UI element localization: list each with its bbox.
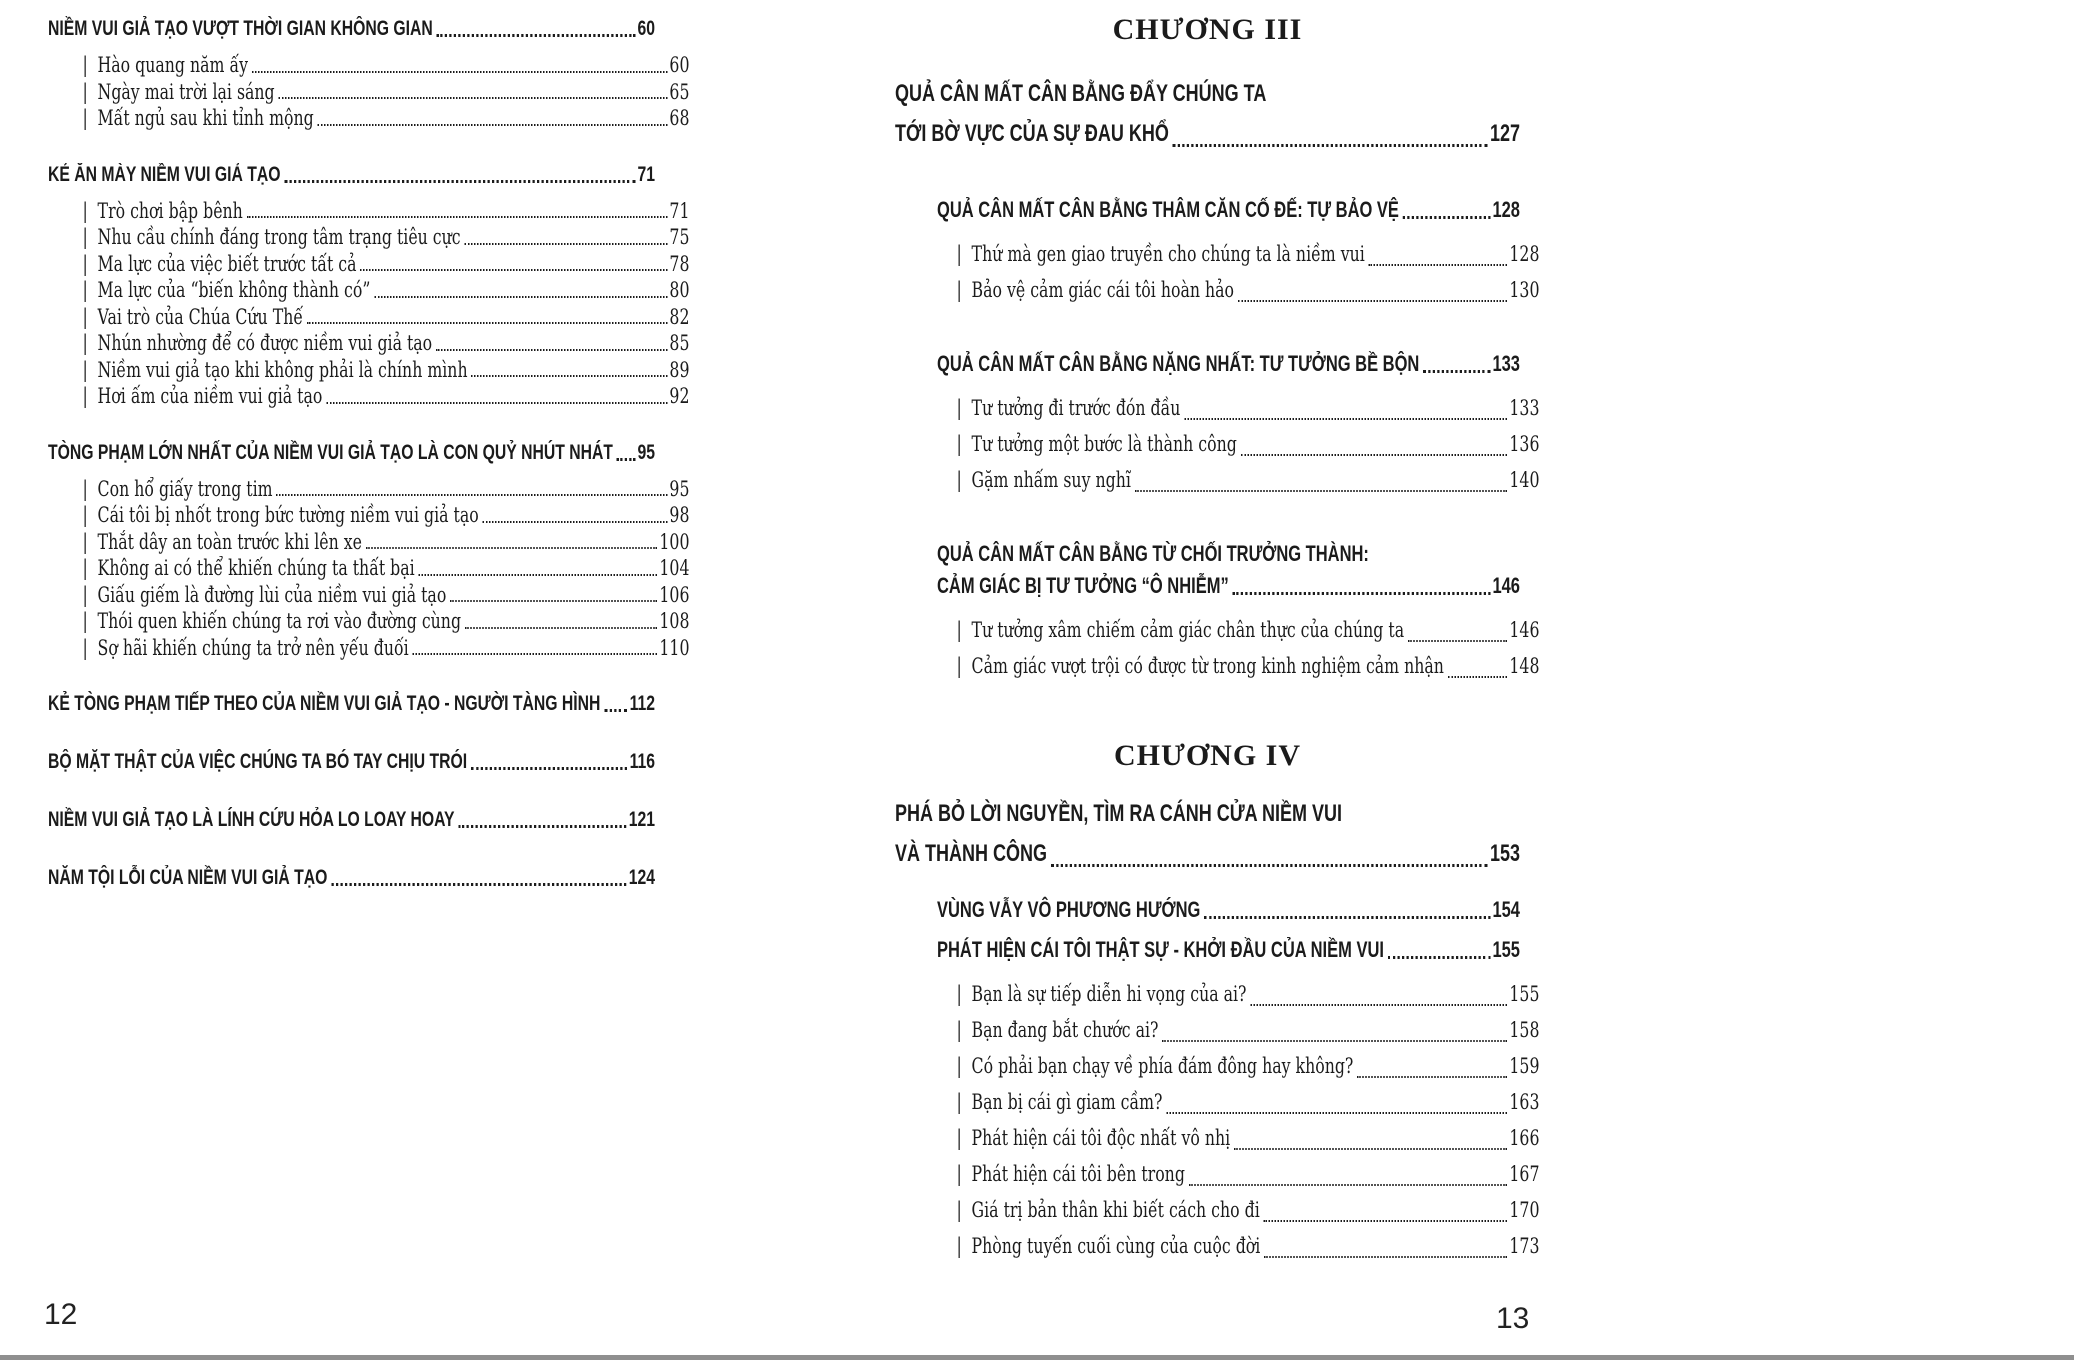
toc-item-row (48, 79, 689, 106)
toc-item-row (48, 105, 689, 132)
dot-leader (1166, 1112, 1507, 1114)
page-ref: 106 (659, 582, 690, 607)
dot-leader (465, 627, 657, 629)
toc-section (48, 863, 655, 893)
dot-leader (1173, 144, 1488, 147)
dot-leader (604, 709, 627, 712)
toc-item-label: Mất ngủ sau khi tỉnh mộng (97, 106, 314, 130)
toc-item-label: Tư tưởng đi trước đón đầu (971, 396, 1181, 420)
toc-item-row (937, 1012, 1539, 1048)
toc-item-row (48, 330, 689, 357)
chapter-heading (895, 74, 1520, 154)
page-ref: 163 (1509, 1090, 1540, 1114)
dot-leader (1448, 676, 1507, 678)
chapter-heading-row (895, 74, 1520, 114)
toc-item-row (48, 476, 689, 503)
item-bar-glyph: | (82, 503, 88, 527)
item-bar-glyph: | (956, 1018, 962, 1042)
toc-item-label: Thắt dây an toàn trước khi lên xe (97, 529, 362, 554)
chapter-heading-line: TỚI BỜ VỰC CỦA SỰ ĐAU KHỔ (895, 120, 1169, 147)
toc-item-row (937, 1120, 1539, 1156)
toc-item-label: Giá trị bản thân khi biết cách cho đi (971, 1198, 1260, 1222)
toc-item-label: Tư tưởng xâm chiếm cảm giác chân thực của chúng ta (971, 618, 1405, 642)
toc-item-label: Phát hiện cái tôi độc nhất vô nhị (971, 1126, 1231, 1150)
toc-section (48, 747, 655, 777)
section-title-row (937, 194, 1520, 226)
page-ref: 95 (637, 440, 655, 464)
section-title: QUẢ CÂN MẤT CÂN BẰNG TỪ CHỐI TRƯỞNG THÀNH: (937, 541, 1369, 566)
toc-item-row (937, 462, 1539, 498)
page-ref: 89 (669, 357, 690, 382)
item-bar-glyph: | (956, 1054, 962, 1078)
item-bar-glyph: | (956, 432, 962, 456)
page-ref: 68 (669, 106, 690, 130)
toc-item-row (48, 52, 689, 79)
toc-item-row (48, 582, 689, 609)
dot-leader (1184, 418, 1507, 420)
toc-section (895, 934, 1540, 1264)
toc-item-label: Tư tưởng một bước là thành công (971, 432, 1237, 456)
page-ref: 133 (1509, 396, 1540, 420)
section-title-row (48, 160, 655, 190)
dot-leader (412, 653, 657, 655)
dot-leader (1403, 216, 1491, 219)
toc-item-label: Vai trò của Chúa Cứu Thế (97, 304, 304, 329)
toc-item-label: Bảo vệ cảm giác cái tôi hoàn hảo (971, 278, 1235, 302)
toc-item-list (937, 236, 1540, 308)
page-ref: 75 (669, 225, 690, 249)
toc-item-list (937, 390, 1540, 498)
toc-item-list (937, 612, 1540, 684)
toc-item-row (937, 1048, 1539, 1084)
toc-item-list (937, 976, 1540, 1264)
toc-item-label: Thói quen khiến chúng ta rơi vào đường cùng (97, 609, 462, 633)
toc-item-label: Bạn bị cái gì giam cầm? (971, 1090, 1163, 1114)
page-ref: 65 (669, 79, 690, 104)
dot-leader (436, 349, 667, 351)
toc-section (895, 538, 1540, 684)
toc-item-label: Nhu cầu chính đáng trong tâm trạng tiêu cực (97, 225, 461, 249)
toc-item-label: Niềm vui giả tạo khi không phải là chính mình (97, 357, 468, 382)
page-ref: 140 (1509, 468, 1540, 492)
toc-item-label: Bạn đang bắt chước ai? (971, 1018, 1159, 1042)
section-title-row (48, 14, 655, 44)
toc-section (895, 348, 1540, 498)
toc-item-row (937, 390, 1539, 426)
toc-item-label: Cái tôi bị nhốt trong bức tường niềm vui giả tạo (97, 503, 479, 527)
dot-leader (326, 402, 667, 404)
dot-leader (1189, 1184, 1508, 1186)
item-bar-glyph: | (82, 635, 88, 660)
dot-leader (1051, 864, 1488, 867)
toc-item-row (937, 612, 1539, 648)
toc-item-list (48, 198, 690, 410)
item-bar-glyph: | (956, 468, 962, 492)
item-bar-glyph: | (82, 304, 88, 329)
scan-edge-strip (0, 1355, 2074, 1360)
dot-leader (1204, 916, 1490, 919)
dot-leader (1238, 300, 1507, 302)
dot-leader (450, 600, 657, 602)
chapter-heading-row (895, 114, 1520, 154)
toc-item-row (937, 648, 1539, 684)
section-title-row (48, 805, 655, 835)
page-ref: 112 (629, 692, 655, 715)
section-title-row (48, 689, 655, 719)
page-ref: 128 (1509, 242, 1540, 266)
item-bar-glyph: | (82, 331, 88, 355)
page-ref: 95 (669, 476, 690, 501)
toc-item-label: Phát hiện cái tôi bên trong (971, 1162, 1185, 1186)
page-ref: 136 (1509, 432, 1540, 456)
chapter-heading-line: VÀ THÀNH CÔNG (895, 840, 1048, 867)
page-ref: 155 (1492, 937, 1520, 962)
page-ref: 100 (659, 529, 690, 554)
section-title: PHÁT HIỆN CÁI TÔI THẬT SỰ - KHỞI ĐẦU CỦA NIỀM VUI (937, 937, 1384, 962)
chapter-block (895, 736, 1540, 1264)
item-bar-glyph: | (82, 79, 88, 104)
toc-item-row (48, 635, 689, 662)
dot-leader (317, 124, 667, 126)
toc-item-row (937, 1084, 1539, 1120)
section-title: VÙNG VẪY VÔ PHƯƠNG HƯỚNG (937, 897, 1201, 922)
dot-leader (307, 322, 667, 324)
page-ref: 124 (628, 866, 655, 889)
dot-leader (617, 458, 636, 461)
section-title: CẢM GIÁC BỊ TƯ TƯỞNG “Ô NHIỄM” (937, 573, 1229, 598)
toc-item-label: Sợ hãi khiến chúng ta trở nên yếu đuối (97, 635, 409, 660)
page-ref: 121 (628, 808, 655, 831)
page-ref: 173 (1509, 1234, 1540, 1258)
toc-item-list (48, 476, 690, 662)
page-ref: 159 (1509, 1054, 1540, 1078)
toc-item-row (48, 304, 689, 331)
page-ref: 98 (669, 503, 690, 527)
section-title: KẺ TÒNG PHẠM TIẾP THEO CỦA NIỀM VUI GIẢ TẠO - NGƯỜI TÀNG HÌNH (48, 692, 601, 715)
item-bar-glyph: | (956, 618, 962, 642)
dot-leader (1241, 454, 1508, 456)
page-ref: 80 (669, 278, 690, 302)
dot-leader (247, 216, 668, 218)
dot-leader (1250, 1004, 1507, 1006)
section-title: BỘ MẶT THẬT CỦA VIỆC CHÚNG TA BÓ TAY CHỊU TRÓI (48, 750, 468, 773)
dot-leader (1388, 956, 1490, 959)
toc-item-row (937, 1228, 1539, 1264)
chapter-heading (895, 794, 1520, 874)
section-title: QUẢ CÂN MẤT CÂN BẰNG NẶNG NHẤT: TƯ TƯỞNG BỀ BỘN (937, 351, 1420, 376)
page-ref: 71 (669, 198, 690, 223)
section-title: QUẢ CÂN MẤT CÂN BẰNG THÂM CĂN CỐ ĐẾ: TỰ BẢO VỆ (937, 197, 1399, 222)
dot-leader (1408, 640, 1507, 642)
dot-leader (1263, 1220, 1507, 1222)
dot-leader (1162, 1040, 1507, 1042)
item-bar-glyph: | (956, 982, 962, 1006)
page-ref: 128 (1492, 197, 1520, 222)
page-ref: 158 (1509, 1018, 1540, 1042)
chapter-heading-line: QUẢ CÂN MẤT CÂN BẰNG ĐẨY CHÚNG TA (895, 80, 1267, 107)
dot-leader (1357, 1076, 1507, 1078)
page-ref: 108 (659, 609, 690, 633)
dot-leader (464, 243, 667, 245)
item-bar-glyph: | (82, 278, 88, 302)
dot-leader (418, 574, 657, 576)
page-ref: 130 (1509, 278, 1540, 302)
section-title-row (48, 863, 655, 893)
dot-leader (482, 521, 667, 523)
item-bar-glyph: | (82, 106, 88, 130)
page-ref: 104 (659, 556, 690, 580)
toc-item-label: Hơi ấm của niềm vui giả tạo (97, 384, 323, 408)
toc-item-row (48, 357, 689, 384)
toc-section (48, 689, 655, 719)
page-ref: 146 (1509, 618, 1540, 642)
toc-item-row (937, 1192, 1539, 1228)
dot-leader (1234, 1148, 1507, 1150)
toc-item-row (937, 236, 1539, 272)
page-ref: 133 (1492, 351, 1520, 376)
section-title-row (48, 747, 655, 777)
page-ref: 148 (1509, 654, 1540, 678)
toc-section (48, 438, 690, 662)
item-bar-glyph: | (82, 251, 88, 276)
dot-leader (1232, 592, 1490, 595)
toc-item-row (48, 277, 689, 304)
item-bar-glyph: | (82, 53, 88, 77)
toc-item-row (937, 976, 1539, 1012)
page-ref: 155 (1509, 982, 1540, 1006)
page-ref: 82 (669, 304, 690, 329)
item-bar-glyph: | (956, 1234, 962, 1258)
dot-leader (471, 767, 627, 770)
page-ref: 127 (1489, 120, 1520, 147)
toc-item-label: Giấu giếm là đường lùi của niềm vui giả tạo (97, 582, 447, 607)
section-title-row (937, 570, 1520, 602)
section-title-row (48, 438, 655, 468)
section-title-row (937, 894, 1520, 926)
chapter-title: CHƯƠNG IV (1113, 739, 1302, 772)
page-ref: 170 (1509, 1198, 1540, 1222)
toc-item-label: Ngày mai trời lại sáng (97, 79, 275, 104)
toc-item-label: Ma lực của việc biết trước tất cả (97, 251, 357, 276)
toc-section (48, 160, 690, 410)
item-bar-glyph: | (956, 278, 962, 302)
dot-leader (360, 269, 667, 271)
toc-item-row (48, 198, 689, 225)
section-title: KẺ ĂN MÀY NIỀM VUI GIẢ TẠO (48, 162, 281, 186)
toc-item-label: Con hổ giấy trong tim (97, 476, 273, 501)
page-ref: 154 (1492, 897, 1520, 922)
item-bar-glyph: | (82, 384, 88, 408)
section-title-row (937, 348, 1520, 380)
page-ref: 78 (669, 251, 690, 276)
item-bar-glyph: | (956, 654, 962, 678)
item-bar-glyph: | (956, 396, 962, 420)
dot-leader (284, 180, 635, 183)
dot-leader (276, 494, 667, 496)
dot-leader (278, 97, 667, 99)
section-title: TÒNG PHẠM LỚN NHẤT CỦA NIỀM VUI GIẢ TẠO LÀ CON QUỶ NHÚT NHÁT (48, 440, 613, 464)
page-number-right: 13 (1496, 1302, 1530, 1335)
toc-item-row (48, 608, 689, 635)
section-title: NIỀM VUI GIẢ TẠO LÀ LÍNH CỨU HỎA LO LOAY HOAY (48, 808, 455, 831)
item-bar-glyph: | (82, 609, 88, 633)
toc-item-row (48, 224, 689, 251)
toc-item-label: Không ai có thể khiến chúng ta thất bại (97, 556, 415, 580)
toc-item-label: Nhún nhường để có được niềm vui giả tạo (97, 331, 433, 355)
item-bar-glyph: | (82, 357, 88, 382)
toc-item-row (48, 529, 689, 556)
item-bar-glyph: | (956, 1162, 962, 1186)
page-ref: 110 (659, 635, 690, 660)
item-bar-glyph: | (956, 1126, 962, 1150)
item-bar-glyph: | (82, 198, 88, 223)
chapter-block (895, 10, 1540, 684)
toc-item-label: Hào quang năm ấy (97, 53, 249, 77)
page-number-left: 12 (44, 1298, 78, 1331)
toc-item-row (48, 502, 689, 529)
toc-item-row (48, 251, 689, 278)
page-ref: 153 (1489, 840, 1520, 867)
dot-leader (436, 34, 635, 37)
chapter-heading-row (895, 794, 1520, 834)
item-bar-glyph: | (956, 242, 962, 266)
toc-item-row (48, 383, 689, 410)
item-bar-glyph: | (82, 476, 88, 501)
dot-leader (458, 825, 626, 828)
dot-leader (1135, 490, 1508, 492)
toc-section (48, 14, 690, 132)
toc-item-label: Thứ mà gen giao truyền cho chúng ta là niềm vui (971, 242, 1365, 266)
item-bar-glyph: | (956, 1090, 962, 1114)
item-bar-glyph: | (82, 529, 88, 554)
dot-leader (1369, 264, 1508, 266)
item-bar-glyph: | (82, 582, 88, 607)
item-bar-glyph: | (956, 1198, 962, 1222)
dot-leader (471, 375, 667, 377)
toc-page-left (48, 14, 690, 893)
toc-section (48, 805, 655, 835)
toc-item-row (937, 426, 1539, 462)
dot-leader (1264, 1256, 1507, 1258)
toc-item-label: Bạn là sự tiếp diễn hi vọng của ai? (971, 982, 1247, 1006)
dot-leader (1423, 370, 1490, 373)
dot-leader (366, 547, 657, 549)
item-bar-glyph: | (82, 556, 88, 580)
chapter-heading-row (895, 834, 1520, 874)
page-ref: 146 (1492, 573, 1520, 598)
page-ref: 85 (669, 331, 690, 355)
toc-item-label: Cảm giác vượt trội có được từ trong kinh nghiệm cảm nhận (971, 654, 1444, 678)
section-title: NĂM TỘI LỖI CỦA NIỀM VUI GIẢ TẠO (48, 866, 328, 889)
toc-item-row (48, 555, 689, 582)
dot-leader (252, 71, 667, 73)
page-ref: 60 (637, 17, 655, 40)
toc-item-label: Có phải bạn chạy về phía đám đông hay không? (971, 1054, 1354, 1078)
dot-leader (374, 296, 667, 298)
toc-item-row (937, 1156, 1539, 1192)
item-bar-glyph: | (82, 225, 88, 249)
toc-item-list (48, 52, 690, 132)
page-ref: 167 (1509, 1162, 1540, 1186)
dot-leader (331, 883, 626, 886)
section-title-row (937, 538, 1520, 570)
page-ref: 71 (637, 162, 655, 186)
section-title: NIỀM VUI GIẢ TẠO VƯỢT THỜI GIAN KHÔNG GIAN (48, 17, 433, 40)
toc-section (895, 194, 1540, 308)
toc-item-label: Ma lực của “biến không thành có” (97, 278, 371, 302)
toc-item-label: Phòng tuyến cuối cùng của cuộc đời (971, 1234, 1261, 1258)
page-ref: 60 (669, 53, 690, 77)
toc-section (895, 894, 1520, 926)
page-ref: 92 (669, 384, 690, 408)
toc-item-row (937, 272, 1539, 308)
toc-page-right (895, 10, 1540, 1264)
toc-item-label: Gặm nhấm suy nghĩ (971, 468, 1131, 492)
section-title-row (937, 934, 1520, 966)
page-ref: 166 (1509, 1126, 1540, 1150)
page-ref: 116 (629, 750, 655, 773)
chapter-title: CHƯƠNG III (1112, 13, 1303, 46)
toc-item-label: Trò chơi bập bênh (97, 198, 243, 223)
chapter-heading-line: PHÁ BỎ LỜI NGUYỀN, TÌM RA CÁNH CỬA NIỀM VUI (895, 800, 1342, 827)
